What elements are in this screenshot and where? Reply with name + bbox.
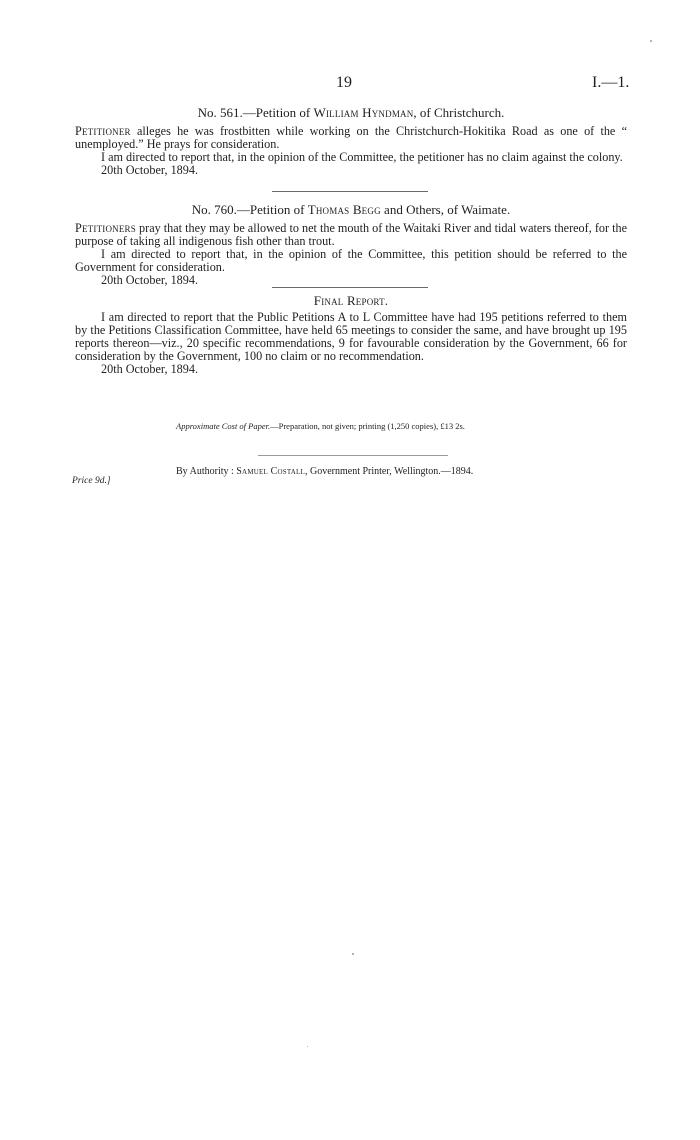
petition-561-petitioner-name: William Hyndman [313,105,414,120]
scan-speck [650,40,652,42]
authority-suffix: , Government Printer, Wellington.—1894. [305,466,474,477]
petition-760-lead-word: Petitioners [75,221,136,235]
petition-561-body [75,125,627,151]
petition-561-lead-word: Petitioner [75,124,131,138]
final-report-date: 20th October, 1894. [101,362,198,376]
petition-760-report: I am directed to report that, in the opinion of the Committee, this petition should be referred to the Government for consideration. [75,247,627,274]
cost-text: —Preparation, not given; printing (1,250 copies), £13 2s. [270,421,465,431]
petition-760-petitioner-name: Thomas Begg [307,202,381,217]
final-report-heading: Final Report. [313,293,389,308]
page-number: 19 [336,74,352,91]
price-label: Price 9d.] [72,476,111,486]
document-reference-code: I.—1. [592,74,630,91]
petition-760-date: 20th October, 1894. [101,273,198,287]
petition-760-heading-suffix: and Others, of Waimate. [380,202,511,217]
cost-label: Approximate Cost of Paper. [176,421,271,431]
printer-name: Samuel Costall [236,466,305,477]
petition-760-heading [75,203,627,216]
petition-760-section [75,203,627,287]
petition-561-report: I am directed to report that, in the opinion of the Committee, the petitioner has no claim against the colony. [101,150,623,164]
authority-line [176,466,473,477]
petition-760-body-text: pray that they may be allowed to net the mouth of the Waitaki River and tidal waters thereof, for the purpose of taking all indigenous fish other than trout. [75,221,627,248]
section-divider [272,191,428,192]
section-divider [272,287,428,288]
petition-561-date: 20th October, 1894. [101,163,198,177]
final-report-body: I am directed to report that the Public Petitions A to L Committee have had 195 petitions referred to them by the Petitions Classification Committee, have held 65 meetings to consider the same, and have brought up 195 reports thereon—viz., 20 specific recommendations, 9 for favourable consideration by the Government, 66 for consideration by the Government, 100 no claim or no recommendation. [75,310,627,363]
petition-561-heading [75,106,627,119]
petition-561-heading-prefix: No. 561.—Petition of [197,105,311,120]
final-report-section [75,294,627,376]
approximate-cost-line [176,421,465,431]
petition-561-body-text: alleges he was frostbitten while working on the Christchurch-Hokitika Road as one of the “ unemployed.” He prays for consideration. [75,124,627,151]
authority-prefix: By Authority : [176,466,237,477]
petition-561-section [75,106,627,177]
scan-speck [307,1046,308,1047]
footer-divider [258,455,448,456]
scan-speck [352,953,354,955]
petition-760-heading-prefix: No. 760.—Petition of [191,202,305,217]
petition-561-heading-suffix: , of Christchurch. [413,105,505,120]
petition-760-body [75,222,627,248]
